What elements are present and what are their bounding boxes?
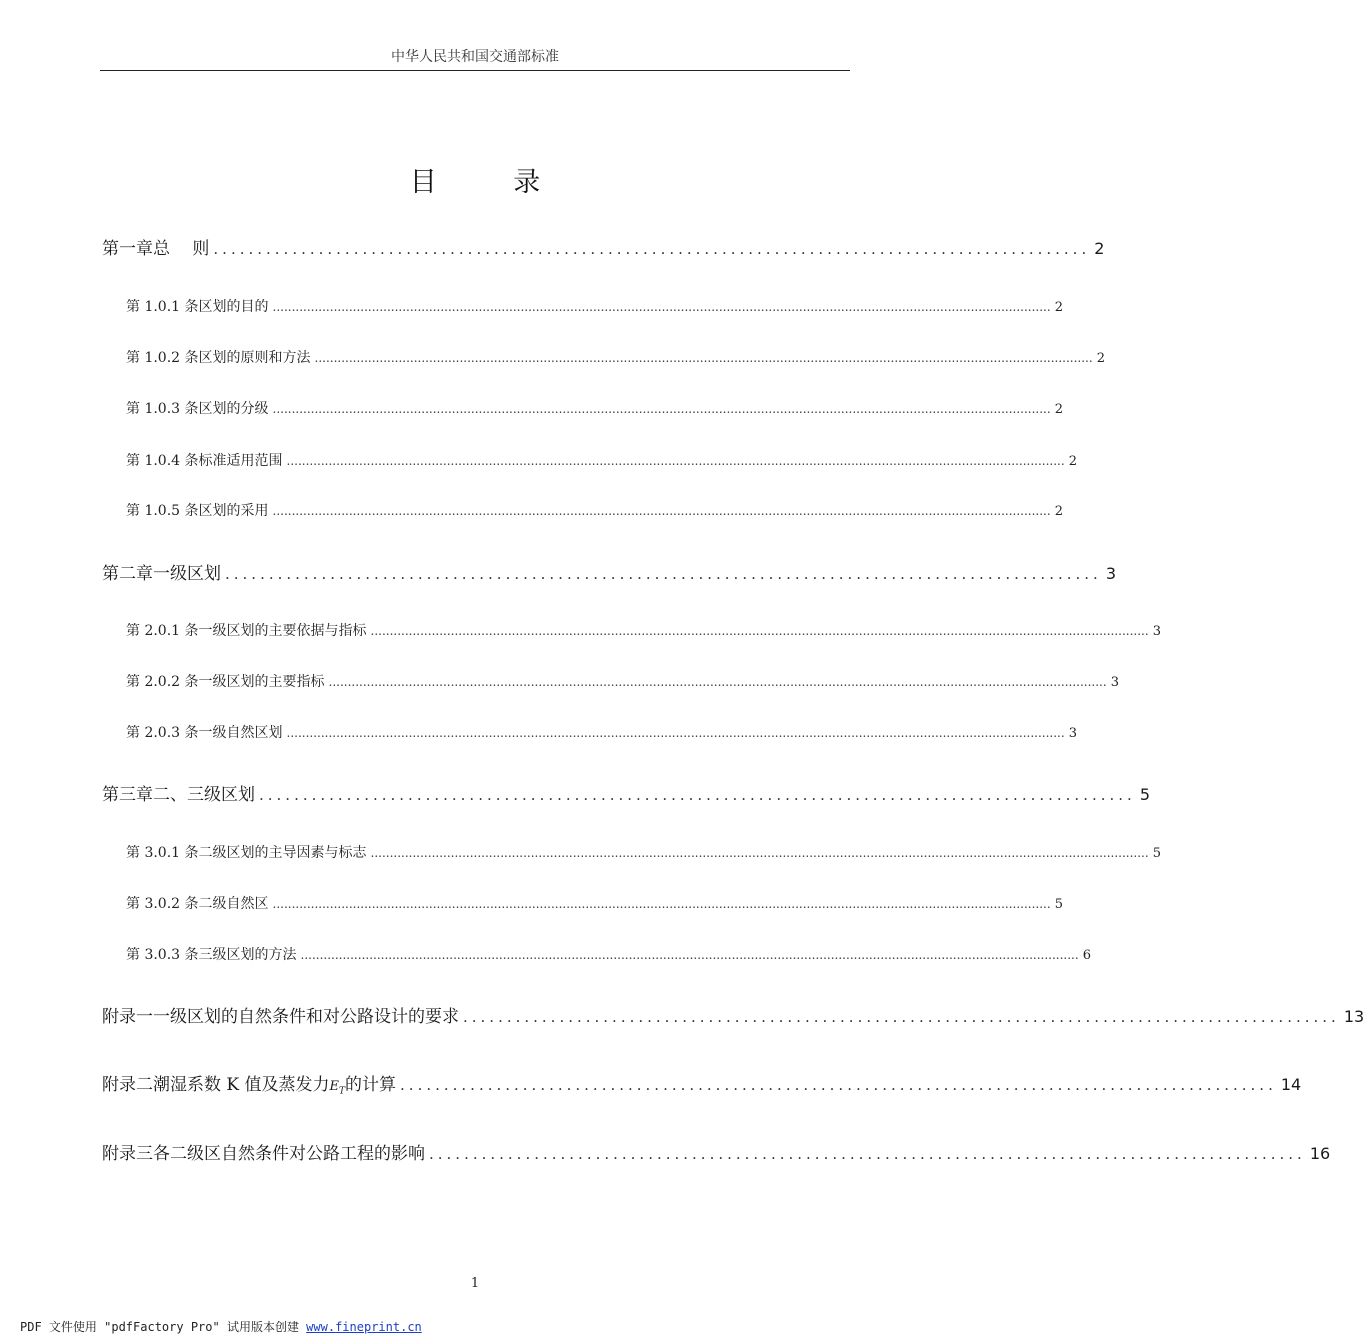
section-number: 第 3.0.2 条 [126,896,199,912]
footer-text: PDF 文件使用 "pdfFactory Pro" 试用版本创建 [20,1320,307,1334]
section-page: 5 [1152,846,1161,861]
section-number: 第 1.0.3 条 [126,401,199,417]
chapter-title: 总 则 [153,239,210,259]
section-page: 6 [1082,948,1091,963]
dot-leader: ............................................................................................................................................................................................................ [272,300,1051,314]
toc-section-2-0-2[interactable] [126,671,1119,691]
section-title: 一级区划的主要依据与指标 [198,623,367,639]
section-number: 第 1.0.1 条 [126,299,199,315]
appendix-title: 一级区划的自然条件和对公路设计的要求 [153,1007,459,1027]
section-title: 区划的原则和方法 [198,350,311,366]
section-title: 一级自然区划 [198,725,283,741]
section-page: 2 [1054,504,1063,519]
section-title: 标准适用范围 [198,453,283,469]
dot-leader: .................................................................................................... [213,240,1091,258]
section-title: 一级区划的主要指标 [198,674,325,690]
header-rule [100,70,850,71]
section-title: 三级区划的方法 [198,947,297,963]
dot-leader: ............................................................................................................................................................................................................ [370,846,1149,860]
dot-leader: ............................................................................................................................................................................................................ [314,351,1093,365]
dot-leader: .................................................................................................... [400,1076,1277,1094]
dot-leader: .................................................................................................... [463,1008,1340,1026]
section-title: 区划的分级 [198,401,269,417]
appendix-number: 附录一 [102,1007,153,1027]
section-page: 3 [1068,726,1077,741]
chapter-number: 第二章 [102,564,153,584]
dot-leader: .................................................................................................... [225,565,1102,583]
section-page: 3 [1110,675,1119,690]
section-number: 第 2.0.3 条 [126,725,199,741]
toc-section-3-0-3[interactable] [126,944,1091,964]
section-page: 3 [1152,624,1161,639]
appendix-page: 16 [1309,1144,1331,1163]
chapter-title: 二、三级区划 [153,785,255,805]
appendix-title-post: 的计算 [345,1075,397,1095]
appendix-number: 附录二 [102,1075,153,1095]
section-title: 二级自然区 [198,896,269,912]
dot-leader: ............................................................................................................................................................................................................ [272,504,1051,518]
section-number: 第 3.0.1 条 [126,845,199,861]
toc-section-3-0-2[interactable] [126,893,1063,913]
toc-section-1-0-4[interactable] [126,450,1077,470]
toc-appendix-1[interactable] [102,1002,1364,1027]
chapter-page: 2 [1094,239,1105,258]
section-number: 第 3.0.3 条 [126,947,199,963]
footer-link[interactable]: www.fineprint.cn [306,1320,422,1334]
dot-leader: ............................................................................................................................................................................................................ [286,726,1065,740]
section-page: 2 [1096,351,1105,366]
toc-section-1-0-2[interactable] [126,347,1105,367]
section-title: 区划的目的 [198,299,269,315]
section-page: 2 [1054,300,1063,315]
dot-leader: ............................................................................................................................................................................................................ [328,675,1107,689]
toc-section-2-0-3[interactable] [126,722,1077,742]
toc-section-1-0-5[interactable] [126,500,1063,520]
dot-leader: ............................................................................................................................................................................................................ [272,402,1051,416]
appendix-title-pre: 潮湿系数 K 值及蒸发力 [153,1075,330,1095]
section-page: 2 [1068,454,1077,469]
dot-leader: .................................................................................................... [429,1145,1306,1163]
toc-appendix-3[interactable] [102,1139,1331,1164]
toc-section-1-0-3[interactable] [126,398,1063,418]
dot-leader: ............................................................................................................................................................................................................ [370,624,1149,638]
pdf-footer [20,1318,422,1335]
appendix-title [153,1070,396,1097]
appendix-page: 14 [1280,1075,1302,1094]
dot-leader: ............................................................................................................................................................................................................ [300,948,1079,962]
appendix-title: 各二级区自然条件对公路工程的影响 [153,1144,425,1164]
toc-chapter-2[interactable] [102,559,1116,584]
section-number: 第 2.0.2 条 [126,674,199,690]
appendix-page: 13 [1343,1007,1364,1026]
section-title: 区划的采用 [198,503,269,519]
dot-leader: ............................................................................................................................................................................................................ [272,897,1051,911]
evaporation-symbol: $E_T$ [329,1079,346,1097]
section-page: 2 [1054,402,1063,417]
section-number: 第 1.0.2 条 [126,350,199,366]
chapter-number: 第一章 [102,239,153,259]
dot-leader: ............................................................................................................................................................................................................ [286,454,1065,468]
chapter-number: 第三章 [102,785,153,805]
chapter-page: 5 [1139,785,1150,804]
toc-section-1-0-1[interactable] [126,296,1063,316]
toc-section-3-0-1[interactable] [126,842,1161,862]
toc-chapter-3[interactable] [102,780,1150,805]
chapter-title: 一级区划 [153,564,221,584]
section-number: 第 1.0.5 条 [126,503,199,519]
section-page: 5 [1054,897,1063,912]
section-number: 第 2.0.1 条 [126,623,199,639]
page-number: 1 [470,1276,480,1291]
chapter-page: 3 [1105,564,1116,583]
toc-appendix-2[interactable] [102,1070,1302,1097]
dot-leader: .................................................................................................... [259,786,1136,804]
appendix-number: 附录三 [102,1144,153,1164]
section-number: 第 1.0.4 条 [126,453,199,469]
toc-title: 目 录 [409,167,575,198]
running-header: 中华人民共和国交通部标准 [391,49,559,65]
section-title: 二级区划的主导因素与标志 [198,845,367,861]
toc-section-2-0-1[interactable] [126,620,1161,640]
toc-chapter-1[interactable] [102,234,1105,259]
